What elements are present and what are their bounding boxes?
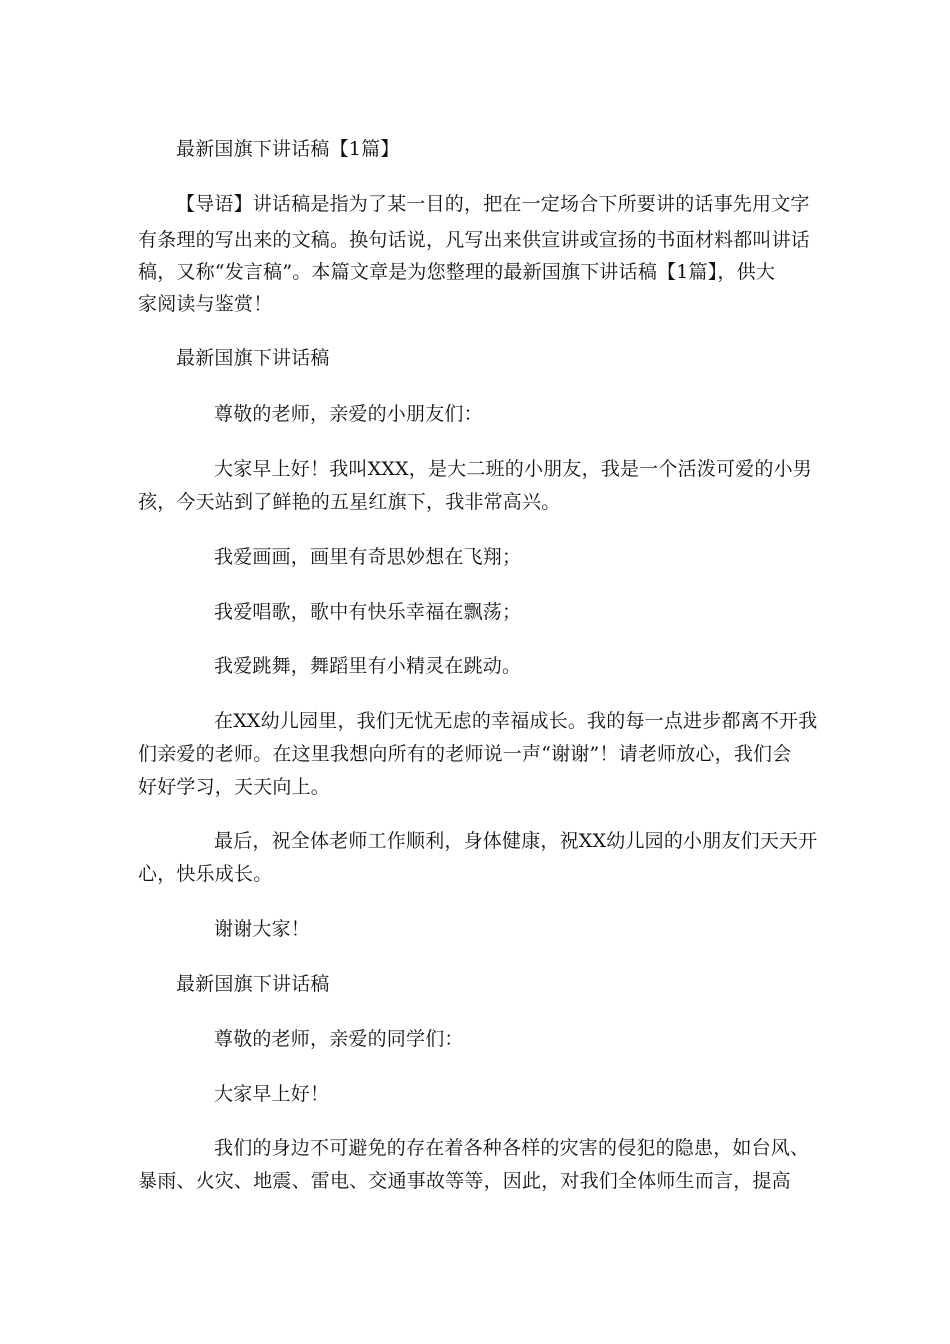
speech1-line-dance: 我爱跳舞，舞蹈里有小精灵在跳动。 xyxy=(214,655,522,677)
speech2-hello: 大家早上好！ xyxy=(214,1083,330,1105)
speech2-p1-line-2: 暴雨、火灾、地震、雷电、交通事故等等，因此，对我们全体师生而言，提高 xyxy=(138,1170,791,1192)
document-title: 最新国旗下讲话稿【1篇】 xyxy=(176,138,400,160)
speech1-greeting: 尊敬的老师，亲爱的小朋友们： xyxy=(214,403,483,425)
speech1-p2-line-3: 好好学习，天天向上。 xyxy=(138,776,331,798)
speech2-greeting: 尊敬的老师，亲爱的同学们： xyxy=(214,1028,464,1050)
speech1-p2-line-1: 在XX幼儿园里，我们无忧无虑的幸福成长。我的每一点进步都离不开我 xyxy=(214,710,818,732)
intro-line-3: 稿，又称“发言稿”。本篇文章是为您整理的最新国旗下讲话稿【1篇】，供大 xyxy=(138,261,776,283)
speech1-line-sing: 我爱唱歌，歌中有快乐幸福在飘荡； xyxy=(214,601,522,623)
speech1-heading: 最新国旗下讲话稿 xyxy=(176,347,330,369)
speech1-closing: 谢谢大家！ xyxy=(214,918,311,940)
intro-line-4: 家阅读与鉴赏！ xyxy=(138,293,273,315)
intro-line-2: 有条理的写出来的文稿。换句话说，凡写出来供宣讲或宣扬的书面材料都叫讲话 xyxy=(138,229,811,251)
speech1-line-draw: 我爱画画，画里有奇思妙想在飞翔； xyxy=(214,546,522,568)
speech1-p3-line-2: 心，快乐成长。 xyxy=(138,863,273,885)
speech2-heading: 最新国旗下讲话稿 xyxy=(176,973,330,995)
speech1-p2-line-2: 们亲爱的老师。在这里我想向所有的老师说一声“谢谢”！请老师放心，我们会 xyxy=(138,743,792,765)
speech1-p3-line-1: 最后，祝全体老师工作顺利，身体健康，祝XX幼儿园的小朋友们天天开 xyxy=(214,830,818,852)
intro-line-1: 【导语】讲话稿是指为了某一目的，把在一定场合下所要讲的话事先用文字 xyxy=(176,193,810,215)
speech2-p1-line-1: 我们的身边不可避免的存在着各种各样的灾害的侵犯的隐患，如台风、 xyxy=(214,1137,810,1159)
speech1-p1-line-2: 孩，今天站到了鲜艳的五星红旗下，我非常高兴。 xyxy=(138,491,561,513)
speech1-p1-line-1: 大家早上好！我叫XXX，是大二班的小朋友，我是一个活泼可爱的小男 xyxy=(214,458,812,480)
